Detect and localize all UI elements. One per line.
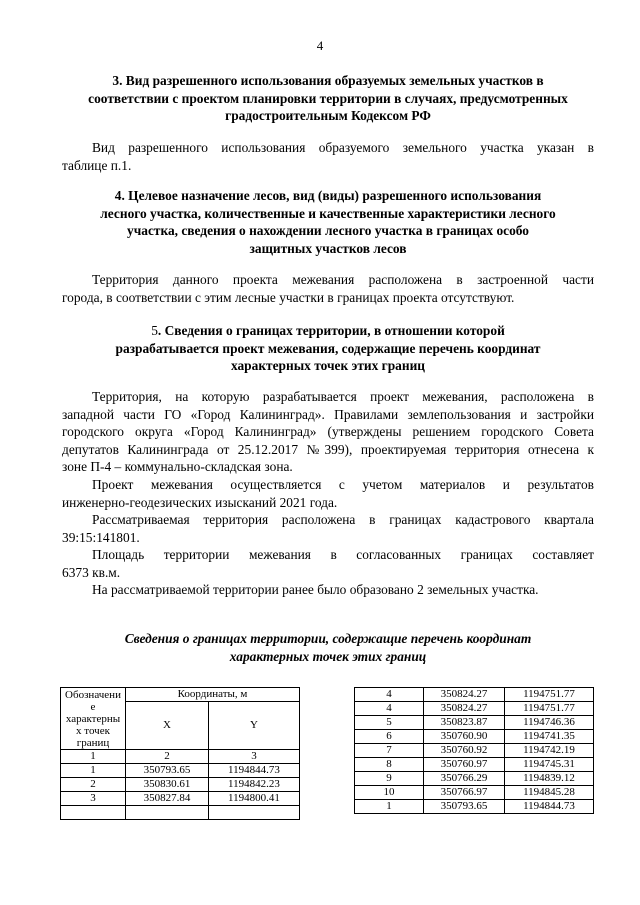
body-line: Территория данного проекта межевания расположена в застроенной части [92,272,594,287]
section5-paragraph-5 [62,581,594,599]
table-cell: 1194751.77 [505,702,594,716]
table-cell: 1194839.12 [505,772,594,786]
body-line: 39:15:141801. [62,529,140,545]
table-row [355,800,594,814]
table-cell: 1194844.73 [505,800,594,814]
table-cell: 350760.90 [424,730,505,744]
table-cell: 350793.65 [126,764,209,778]
table-cell: 4 [355,702,424,716]
section5-heading [62,322,594,375]
table-cell: 350766.29 [424,772,505,786]
table-cell [208,806,299,820]
table-cell: 350824.27 [424,688,505,702]
header-y: Y [208,702,299,750]
body-line: западной части ГО «Город Калининград». Правилами землепользования и застройки [62,406,594,422]
table-cell: 1 [355,800,424,814]
body-line: Территория, на которую разрабатывается проект межевания, расположена в [92,389,594,404]
section5-paragraph-2 [62,476,594,511]
heading-line: соответствии с проектом планировки территории в случаях, предусмотренных [88,90,568,106]
table-cell: 10 [355,786,424,800]
table-cell: 350760.92 [424,744,505,758]
table-cell: 1194741.35 [505,730,594,744]
header-coordinates: Координаты, м [126,688,300,702]
section5-paragraph-1 [62,388,594,476]
heading-line: лесного участка, количественные и качественные характеристики лесного [100,205,556,221]
table-cell: 350830.61 [126,778,209,792]
table-row-empty [61,806,300,820]
heading-line: 3. Вид разрешенного использования образуемых земельных участков в [112,73,544,88]
table-cell: 1194745.31 [505,758,594,772]
section5-paragraph-3 [62,511,594,546]
body-line: зоне П-4 – коммунально-складская зона. [62,459,293,474]
section3-heading [62,72,594,125]
table-row [355,758,594,772]
body-line: города, в соответствии с этим лесные участки в границах проекта отсутствуют. [62,289,515,305]
header-x: X [126,702,209,750]
heading-line: градостроительным Кодексом РФ [225,108,431,123]
section4-body [62,271,594,306]
coordinates-table-right [354,687,594,814]
table-cell: 1194746.36 [505,716,594,730]
body-line: Вид разрешенного использования образуемого земельного участка указан в [92,140,594,155]
caption-line: Сведения о границах территории, содержащие перечень координат [124,631,532,646]
body-line: Площадь территории межевания в согласованных границах составляет [92,547,594,562]
table-row [355,716,594,730]
table-row [355,786,594,800]
table-row [355,772,594,786]
table-cell [61,806,126,820]
table-cell: 1194751.77 [505,688,594,702]
table-row [355,744,594,758]
table-cell: 1194842.23 [208,778,299,792]
body-line: Проект межевания осуществляется с учетом материалов и результатов [92,477,594,492]
section3-body [62,139,594,174]
table-row [61,750,300,764]
table-row [355,702,594,716]
table-cell [126,806,209,820]
heading-line: 5. Сведения о границах территории, в отношении которой [151,323,505,338]
table-cell: 4 [355,688,424,702]
table-caption [62,630,594,665]
heading-line: защитных участков лесов [249,240,407,256]
coordinates-table-left [60,687,300,820]
table-cell: 1194800.41 [208,792,299,806]
body-line: Рассматриваемая территория расположена в границах кадастрового квартала [92,512,594,527]
table-cell: 1194844.73 [208,764,299,778]
body-line: таблице п.1. [62,157,132,173]
table-cell: 350766.97 [424,786,505,800]
heading-line: разрабатывается проект межевания, содержащие перечень координат [115,340,541,356]
table-cell: 7 [355,744,424,758]
table-cell: 5 [355,716,424,730]
table-cell: 1 [61,750,126,764]
table-cell: 1194742.19 [505,744,594,758]
table-cell: 350793.65 [424,800,505,814]
table-cell: 1194845.28 [505,786,594,800]
table-row [61,792,300,806]
table-row [61,764,300,778]
table-cell: 350760.97 [424,758,505,772]
table-cell: 2 [61,778,126,792]
table-row [61,778,300,792]
table-cell: 8 [355,758,424,772]
table-row [355,730,594,744]
table-cell: 3 [61,792,126,806]
table-cell: 350827.84 [126,792,209,806]
body-line: депутатов Калининграда от 25.12.2017 №399), проектируемая территория отнесена к [62,441,594,457]
page-number: 4 [316,38,324,53]
heading-line: характерных точек этих границ [230,358,426,373]
body-line: инженерно-геодезических изысканий 2021 года. [62,494,338,510]
table-row [355,688,594,702]
body-line: городского округа «Город Калининград» (утверждены решением городского Совета [62,424,594,439]
heading-line: 4. Целевое назначение лесов, вид (виды) разрешенного использования [114,188,542,203]
table-cell: 350823.87 [424,716,505,730]
caption-line: характерных точек этих границ [229,648,427,664]
table-cell: 9 [355,772,424,786]
header-point-designation: Обозначени е характерны х точек границ [61,688,126,750]
body-line: На рассматриваемой территории ранее было образовано 2 земельных участка. [92,582,539,597]
section5-paragraph-4 [62,546,594,581]
table-cell: 350824.27 [424,702,505,716]
table-cell: 1 [61,764,126,778]
body-line: 6373 кв.м. [62,564,121,580]
table-cell: 2 [126,750,209,764]
section4-heading [62,187,594,257]
table-cell: 6 [355,730,424,744]
heading-line: участка, сведения о нахождении лесного участка в границах особо [127,223,529,238]
table-cell: 3 [208,750,299,764]
